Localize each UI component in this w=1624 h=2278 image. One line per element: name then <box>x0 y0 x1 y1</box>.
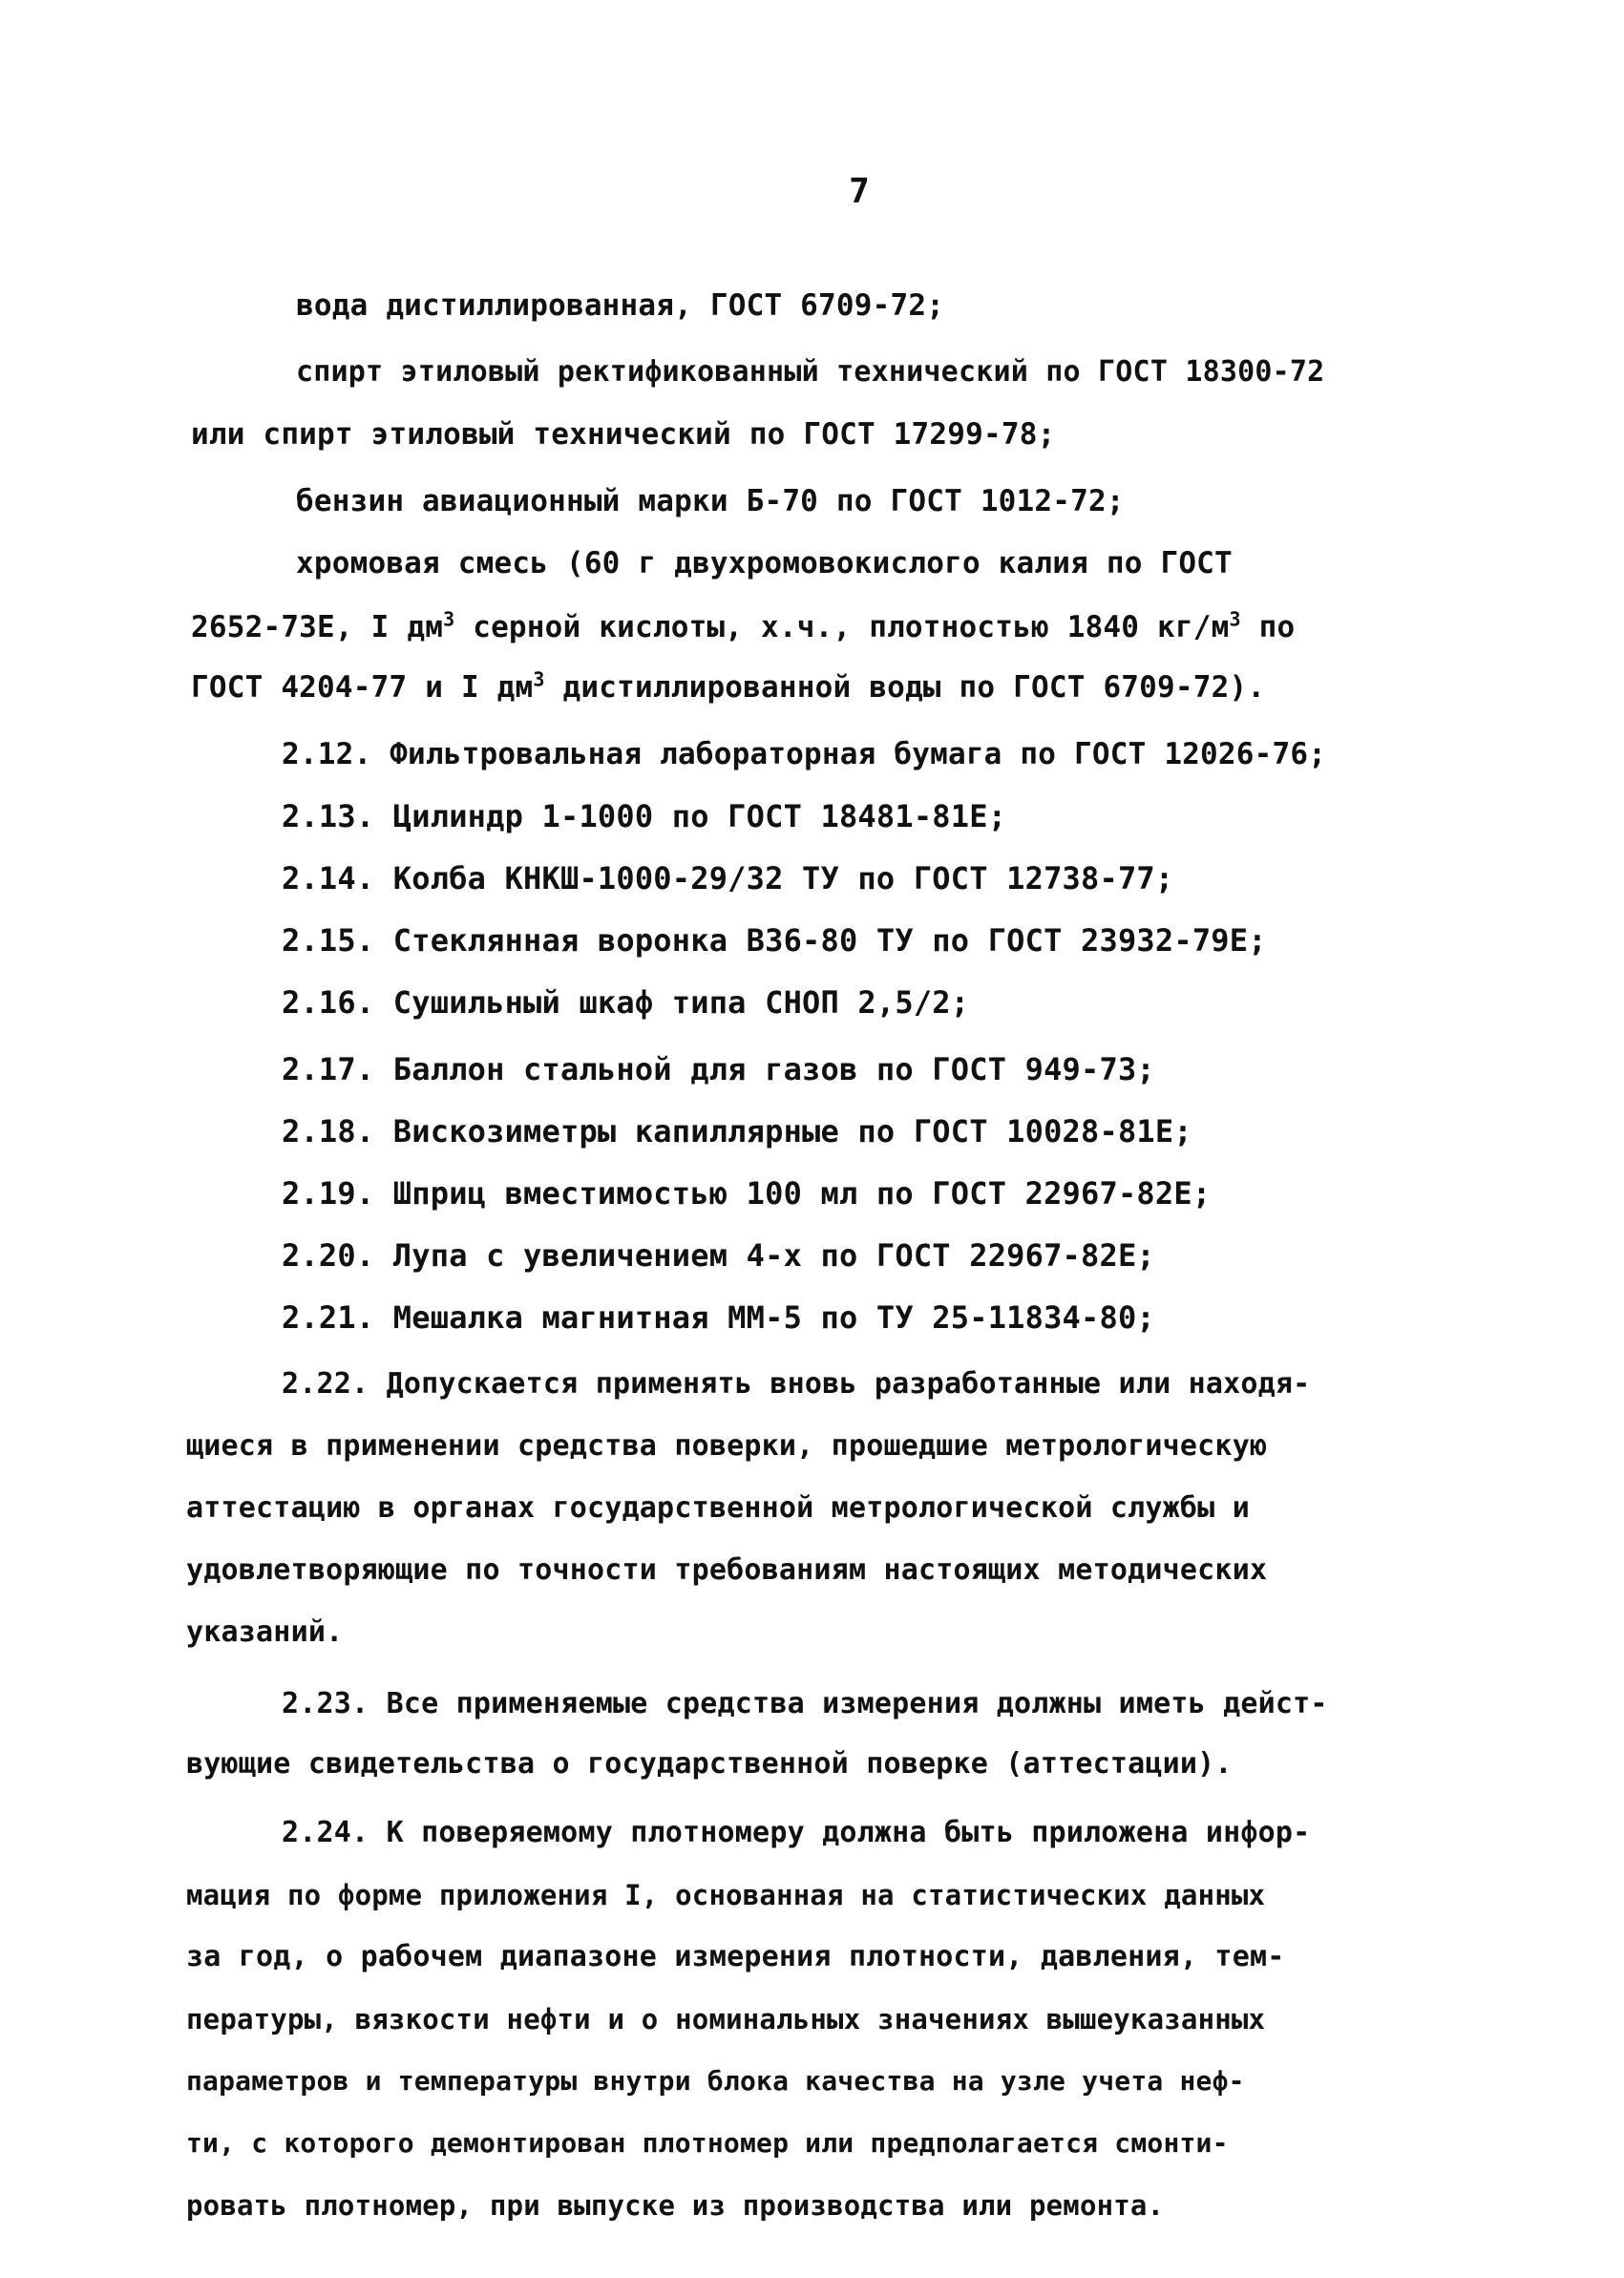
text-line: хромовая смесь (60 г двухромовокислого калия по ГОСТ <box>296 546 1233 580</box>
text-line: 2.16. Сушильный шкаф типа СНОП 2,5/2; <box>282 984 970 1021</box>
text-line: мация по форме приложения I, основанная на статистических данных <box>186 1879 1266 1911</box>
text-line: 2.23. Все применяемые средства измерения должны иметь дейст- <box>282 1687 1328 1720</box>
text-line: вующие свидетельства о государственной поверке (аттестации). <box>186 1747 1233 1781</box>
text-line: 2.14. Колба КНКШ-1000-29/32 ТУ по ГОСТ 12738-77; <box>282 860 1174 896</box>
text-run: по <box>1240 610 1296 644</box>
text-line: 2.17. Баллон стальной для газов по ГОСТ 949-73; <box>282 1051 1155 1087</box>
text-line: 2.15. Стеклянная воронка В36-80 ТУ по ГОСТ 23932-79Е; <box>282 922 1267 959</box>
text-line: аттестацию в органах государственной метрологической службы и <box>186 1491 1250 1525</box>
text-line: вода дистиллированная, ГОСТ 6709-72; <box>296 288 945 323</box>
text-run: серной кислоты, х.ч., плотностью 1840 кг/м <box>454 610 1230 644</box>
text-line: пературы, вязкости нефти и о номинальных значениях вышеуказанных <box>186 2003 1266 2035</box>
text-line: 2.21. Мешалка магнитная ММ-5 по ТУ 25-11834-80; <box>282 1299 1155 1336</box>
text-line: ровать плотномер, при выпуске из производства или ремонта. <box>186 2189 1165 2222</box>
superscript: 3 <box>533 667 545 691</box>
text-line: 2.18. Вискозиметры капиллярные по ГОСТ 10028-81Е; <box>282 1113 1192 1150</box>
superscript: 3 <box>1229 607 1241 631</box>
text-line: за год, о рабочем диапазоне измерения плотности, давления, тем- <box>186 1940 1285 1973</box>
text-line: 2.13. Цилиндр 1-1000 по ГОСТ 18481-81Е; <box>282 798 1007 834</box>
text-line: указаний. <box>186 1615 344 1649</box>
text-line: 2.12. Фильтровальная лабораторная бумага по ГОСТ 12026-76; <box>282 737 1327 771</box>
text-line: или спирт этиловый технический по ГОСТ 17299-78; <box>191 417 1056 452</box>
text-line: 2.24. К поверяемому плотномеру должна быть приложена инфор- <box>282 1816 1311 1849</box>
text-line: щиеся в применении средства поверки, прошедшие метрологическую <box>186 1429 1268 1463</box>
text-line: 2.19. Шприц вместимостью 100 мл по ГОСТ 22967-82Е; <box>282 1175 1212 1212</box>
text-line <box>191 608 1295 646</box>
text-line: бензин авиационный марки Б-70 по ГОСТ 1012-72; <box>296 484 1125 518</box>
superscript: 3 <box>443 607 455 631</box>
page-number: 7 <box>849 172 870 211</box>
text-run: ГОСТ 4204-77 и I дм <box>191 670 534 705</box>
text-line: спирт этиловый ректификованный технический по ГОСТ 18300-72 <box>296 355 1325 389</box>
text-line: 2.20. Лупа с увеличением 4-х по ГОСТ 22967-82Е; <box>282 1237 1155 1274</box>
text-line: ти, с которого демонтирован плотномер или предполагается смонти- <box>186 2127 1229 2159</box>
text-line <box>191 668 1265 707</box>
text-line: 2.22. Допускается применять вновь разработанные или находя- <box>282 1367 1311 1401</box>
text-line: параметров и температуры внутри блока качества на узле учета неф- <box>186 2065 1245 2097</box>
text-run: дистиллированной воды по ГОСТ 6709-72). <box>544 670 1266 705</box>
text-run: 2652-73Е, I дм <box>191 610 444 644</box>
text-line: удовлетворяющие по точности требованиям настоящих методических <box>186 1553 1268 1587</box>
